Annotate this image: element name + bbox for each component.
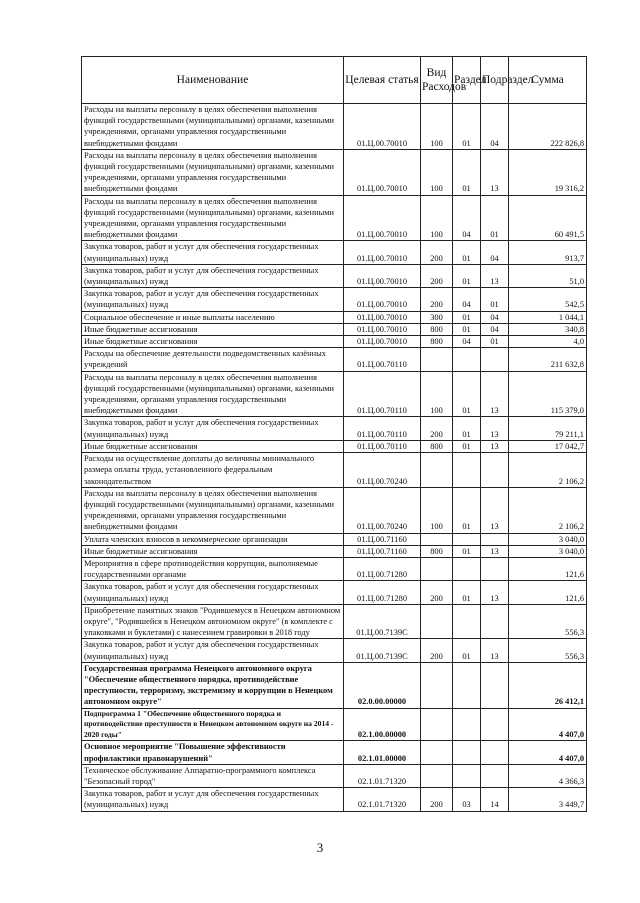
row-target-article: 01.Ц.00.71160	[344, 533, 421, 545]
row-section	[453, 764, 481, 787]
row-name: Расходы на выплаты персоналу в целях обеспечения выполнения функций государственными (муниципальными) органами, казенными учреждениями, органами управления государственными внебюджетными фондами	[82, 371, 344, 417]
table-row	[82, 604, 587, 639]
row-subsection: 04	[481, 104, 509, 150]
row-expense-type	[421, 453, 453, 488]
row-section: 04	[453, 336, 481, 348]
row-amount: 4 407,0	[509, 741, 587, 764]
row-name: Приобретение памятных знаков "Родившемуся в Ненецком автономном округе", "Родившейся в Ненецком автономном округе" (в комплекте с упаковками и буклетами) с нанесением гравировки в 2018 году	[82, 604, 344, 639]
row-expense-type	[421, 708, 453, 741]
row-section: 01	[453, 639, 481, 662]
row-subsection: 13	[481, 487, 509, 533]
table-row	[82, 311, 587, 323]
table-row	[82, 348, 587, 371]
row-target-article: 01.Ц.00.70010	[344, 323, 421, 335]
row-section: 04	[453, 288, 481, 311]
row-name: Расходы на обеспечение деятельности подведомственных казённых учреждений	[82, 348, 344, 371]
table-row	[82, 104, 587, 150]
row-target-article: 02.0.00.00000	[344, 662, 421, 708]
row-expense-type	[421, 533, 453, 545]
row-section	[453, 453, 481, 488]
table-row	[82, 487, 587, 533]
row-target-article: 01.Ц.00.71280	[344, 557, 421, 580]
row-amount: 913,7	[509, 241, 587, 264]
row-section: 01	[453, 311, 481, 323]
row-expense-type: 100	[421, 487, 453, 533]
row-target-article: 02.1.01.00000	[344, 741, 421, 764]
row-section: 01	[453, 545, 481, 557]
row-name: Расходы на выплаты персоналу в целях обеспечения выполнения функций государственными (муниципальными) органами, казенными учреждениями, органами управления государственными внебюджетными фондами	[82, 149, 344, 195]
table-row	[82, 545, 587, 557]
row-subsection	[481, 764, 509, 787]
row-subsection: 13	[481, 440, 509, 452]
row-name: Техническое обслуживание Аппаратно-программного комплекса "Безопасный город"	[82, 764, 344, 787]
table-row	[82, 440, 587, 452]
table-row	[82, 557, 587, 580]
row-name: Иные бюджетные ассигнования	[82, 336, 344, 348]
row-amount: 3 449,7	[509, 788, 587, 811]
row-section	[453, 557, 481, 580]
table-row	[82, 741, 587, 764]
table-row	[82, 788, 587, 811]
row-amount: 79 211,1	[509, 417, 587, 440]
row-subsection: 04	[481, 241, 509, 264]
row-name: Подпрограмма 1 "Обеспечение общественного порядка и противодействие преступности в Ненецком автономном округе на 2014 - 2020 годы"	[82, 708, 344, 741]
table-row	[82, 323, 587, 335]
page-number: 3	[316, 840, 324, 855]
row-expense-type: 100	[421, 371, 453, 417]
row-subsection: 13	[481, 581, 509, 604]
row-subsection: 13	[481, 639, 509, 662]
row-section: 01	[453, 440, 481, 452]
row-subsection: 13	[481, 545, 509, 557]
row-name: Закупка товаров, работ и услуг для обеспечения государственных (муниципальных) нужд	[82, 581, 344, 604]
row-section: 01	[453, 371, 481, 417]
row-target-article: 02.1.01.71320	[344, 788, 421, 811]
table-row	[82, 417, 587, 440]
table-row	[82, 533, 587, 545]
row-name: Иные бюджетные ассигнования	[82, 323, 344, 335]
row-target-article: 01.Ц.00.70010	[344, 104, 421, 150]
row-section: 01	[453, 104, 481, 150]
row-subsection: 04	[481, 311, 509, 323]
row-subsection: 13	[481, 149, 509, 195]
row-subsection	[481, 533, 509, 545]
row-subsection: 01	[481, 288, 509, 311]
row-target-article: 01.Ц.00.70010	[344, 311, 421, 323]
row-section: 01	[453, 241, 481, 264]
row-name: Иные бюджетные ассигнования	[82, 440, 344, 452]
row-name: Мероприятия в сфере противодействия коррупции, выполняемые государственными органами	[82, 557, 344, 580]
table-row	[82, 149, 587, 195]
row-target-article: 01.Ц.00.70010	[344, 149, 421, 195]
row-target-article: 01.Ц.00.70110	[344, 417, 421, 440]
row-amount: 1 044,1	[509, 311, 587, 323]
row-section	[453, 741, 481, 764]
row-name: Иные бюджетные ассигнования	[82, 545, 344, 557]
row-amount: 556,3	[509, 639, 587, 662]
row-subsection: 01	[481, 195, 509, 241]
row-expense-type: 100	[421, 104, 453, 150]
table-row	[82, 288, 587, 311]
row-subsection	[481, 453, 509, 488]
row-expense-type: 800	[421, 323, 453, 335]
row-target-article: 01.Ц.00.70010	[344, 241, 421, 264]
row-section	[453, 604, 481, 639]
row-expense-type: 100	[421, 149, 453, 195]
row-subsection	[481, 604, 509, 639]
row-amount: 556,3	[509, 604, 587, 639]
table-row	[82, 195, 587, 241]
row-expense-type: 800	[421, 545, 453, 557]
row-expense-type	[421, 348, 453, 371]
row-expense-type	[421, 741, 453, 764]
row-expense-type: 200	[421, 288, 453, 311]
row-section	[453, 348, 481, 371]
row-name: Расходы на выплаты персоналу в целях обеспечения выполнения функций государственными (муниципальными) органами, казенными учреждениями, органами управления государственными внебюджетными фондами	[82, 104, 344, 150]
table-row	[82, 764, 587, 787]
row-target-article: 01.Ц.00.71280	[344, 581, 421, 604]
row-target-article: 01.Ц.00.70110	[344, 371, 421, 417]
row-section: 01	[453, 417, 481, 440]
row-section: 01	[453, 581, 481, 604]
row-name: Уплата членских взносов в некоммерческие организации	[82, 533, 344, 545]
row-expense-type: 200	[421, 581, 453, 604]
row-amount: 17 042,7	[509, 440, 587, 452]
row-target-article: 01.Ц.00.70010	[344, 195, 421, 241]
row-amount: 542,5	[509, 288, 587, 311]
table-row	[82, 336, 587, 348]
table-row	[82, 708, 587, 741]
row-target-article: 01.Ц.00.7139С	[344, 604, 421, 639]
row-name: Закупка товаров, работ и услуг для обеспечения государственных (муниципальных) нужд	[82, 417, 344, 440]
header-name: Наименование	[82, 57, 344, 104]
row-target-article: 02.1.01.71320	[344, 764, 421, 787]
row-subsection	[481, 741, 509, 764]
row-expense-type	[421, 764, 453, 787]
row-subsection	[481, 348, 509, 371]
row-expense-type: 800	[421, 440, 453, 452]
row-amount: 211 632,8	[509, 348, 587, 371]
row-section: 04	[453, 195, 481, 241]
table-row	[82, 241, 587, 264]
row-section	[453, 662, 481, 708]
row-section: 03	[453, 788, 481, 811]
row-amount: 2 106,2	[509, 487, 587, 533]
row-target-article: 01.Ц.00.70110	[344, 348, 421, 371]
row-target-article: 01.Ц.00.70010	[344, 336, 421, 348]
row-name: Расходы на выплаты персоналу в целях обеспечения выполнения функций государственными (муниципальными) органами, казенными учреждениями, органами управления государственными внебюджетными фондами	[82, 487, 344, 533]
row-amount: 115 379,0	[509, 371, 587, 417]
row-name: Социальное обеспечение и иные выплаты населению	[82, 311, 344, 323]
row-section: 01	[453, 149, 481, 195]
table-body	[82, 104, 587, 812]
budget-table	[81, 56, 587, 812]
row-name: Закупка товаров, работ и услуг для обеспечения государственных (муниципальных) нужд	[82, 288, 344, 311]
row-subsection: 13	[481, 264, 509, 287]
row-expense-type: 200	[421, 241, 453, 264]
row-amount: 121,6	[509, 557, 587, 580]
row-subsection	[481, 708, 509, 741]
row-section: 01	[453, 323, 481, 335]
row-target-article: 01.Ц.00.70110	[344, 440, 421, 452]
table-row	[82, 264, 587, 287]
row-section: 01	[453, 264, 481, 287]
row-subsection: 13	[481, 417, 509, 440]
row-name: Расходы на осуществление доплаты до величины минимального размера оплаты труда, установленного федеральным законодательством	[82, 453, 344, 488]
row-amount: 4 366,3	[509, 764, 587, 787]
row-amount: 222 826,8	[509, 104, 587, 150]
header-target-article: Целевая статья	[344, 57, 421, 104]
row-amount: 2 106,2	[509, 453, 587, 488]
table-row	[82, 662, 587, 708]
row-target-article: 02.1.00.00000	[344, 708, 421, 741]
row-name: Закупка товаров, работ и услуг для обеспечения государственных (муниципальных) нужд	[82, 264, 344, 287]
row-amount: 60 491,5	[509, 195, 587, 241]
table-row	[82, 371, 587, 417]
table-header-row	[82, 57, 587, 104]
row-amount: 340,8	[509, 323, 587, 335]
row-name: Расходы на выплаты персоналу в целях обеспечения выполнения функций государственными (муниципальными) органами, казенными учреждениями, органами управления государственными внебюджетными фондами	[82, 195, 344, 241]
row-section: 01	[453, 487, 481, 533]
row-target-article: 01.Ц.00.70010	[344, 264, 421, 287]
row-expense-type: 200	[421, 788, 453, 811]
row-name: Государственная программа Ненецкого автономного округа "Обеспечение общественного порядка, противодействие преступности, терроризму, экстремизму и коррупции в Ненецком автономном округе"	[82, 662, 344, 708]
row-subsection: 14	[481, 788, 509, 811]
row-expense-type	[421, 557, 453, 580]
row-section	[453, 708, 481, 741]
row-subsection: 04	[481, 323, 509, 335]
row-name: Закупка товаров, работ и услуг для обеспечения государственных (муниципальных) нужд	[82, 788, 344, 811]
row-expense-type: 800	[421, 336, 453, 348]
row-target-article: 01.Ц.00.70240	[344, 453, 421, 488]
row-amount: 4,0	[509, 336, 587, 348]
row-expense-type: 200	[421, 417, 453, 440]
row-name: Закупка товаров, работ и услуг для обеспечения государственных (муниципальных) нужд	[82, 639, 344, 662]
row-subsection: 13	[481, 371, 509, 417]
header-expense-type: Вид Расходов	[421, 57, 453, 104]
table-row	[82, 453, 587, 488]
row-expense-type: 100	[421, 195, 453, 241]
row-amount: 26 412,1	[509, 662, 587, 708]
row-amount: 19 316,2	[509, 149, 587, 195]
table-row	[82, 639, 587, 662]
row-name: Основное мероприятие "Повышение эффективности профилактики правонарушений"	[82, 741, 344, 764]
row-amount: 3 040,0	[509, 533, 587, 545]
row-target-article: 01.Ц.00.71160	[344, 545, 421, 557]
row-subsection: 01	[481, 336, 509, 348]
header-section: Раздел	[453, 57, 481, 104]
row-subsection	[481, 557, 509, 580]
row-amount: 121,6	[509, 581, 587, 604]
row-amount: 3 040,0	[509, 545, 587, 557]
row-target-article: 01.Ц.00.70240	[344, 487, 421, 533]
header-subsection: Подраздел	[481, 57, 509, 104]
row-expense-type	[421, 604, 453, 639]
table-row	[82, 581, 587, 604]
row-expense-type: 300	[421, 311, 453, 323]
row-amount: 51,0	[509, 264, 587, 287]
header-amount: Сумма	[509, 57, 587, 104]
row-expense-type	[421, 662, 453, 708]
row-amount: 4 407,0	[509, 708, 587, 741]
row-target-article: 01.Ц.00.70010	[344, 288, 421, 311]
row-expense-type: 200	[421, 264, 453, 287]
row-name: Закупка товаров, работ и услуг для обеспечения государственных (муниципальных) нужд	[82, 241, 344, 264]
row-section	[453, 533, 481, 545]
row-expense-type: 200	[421, 639, 453, 662]
row-subsection	[481, 662, 509, 708]
row-target-article: 01.Ц.00.7139С	[344, 639, 421, 662]
